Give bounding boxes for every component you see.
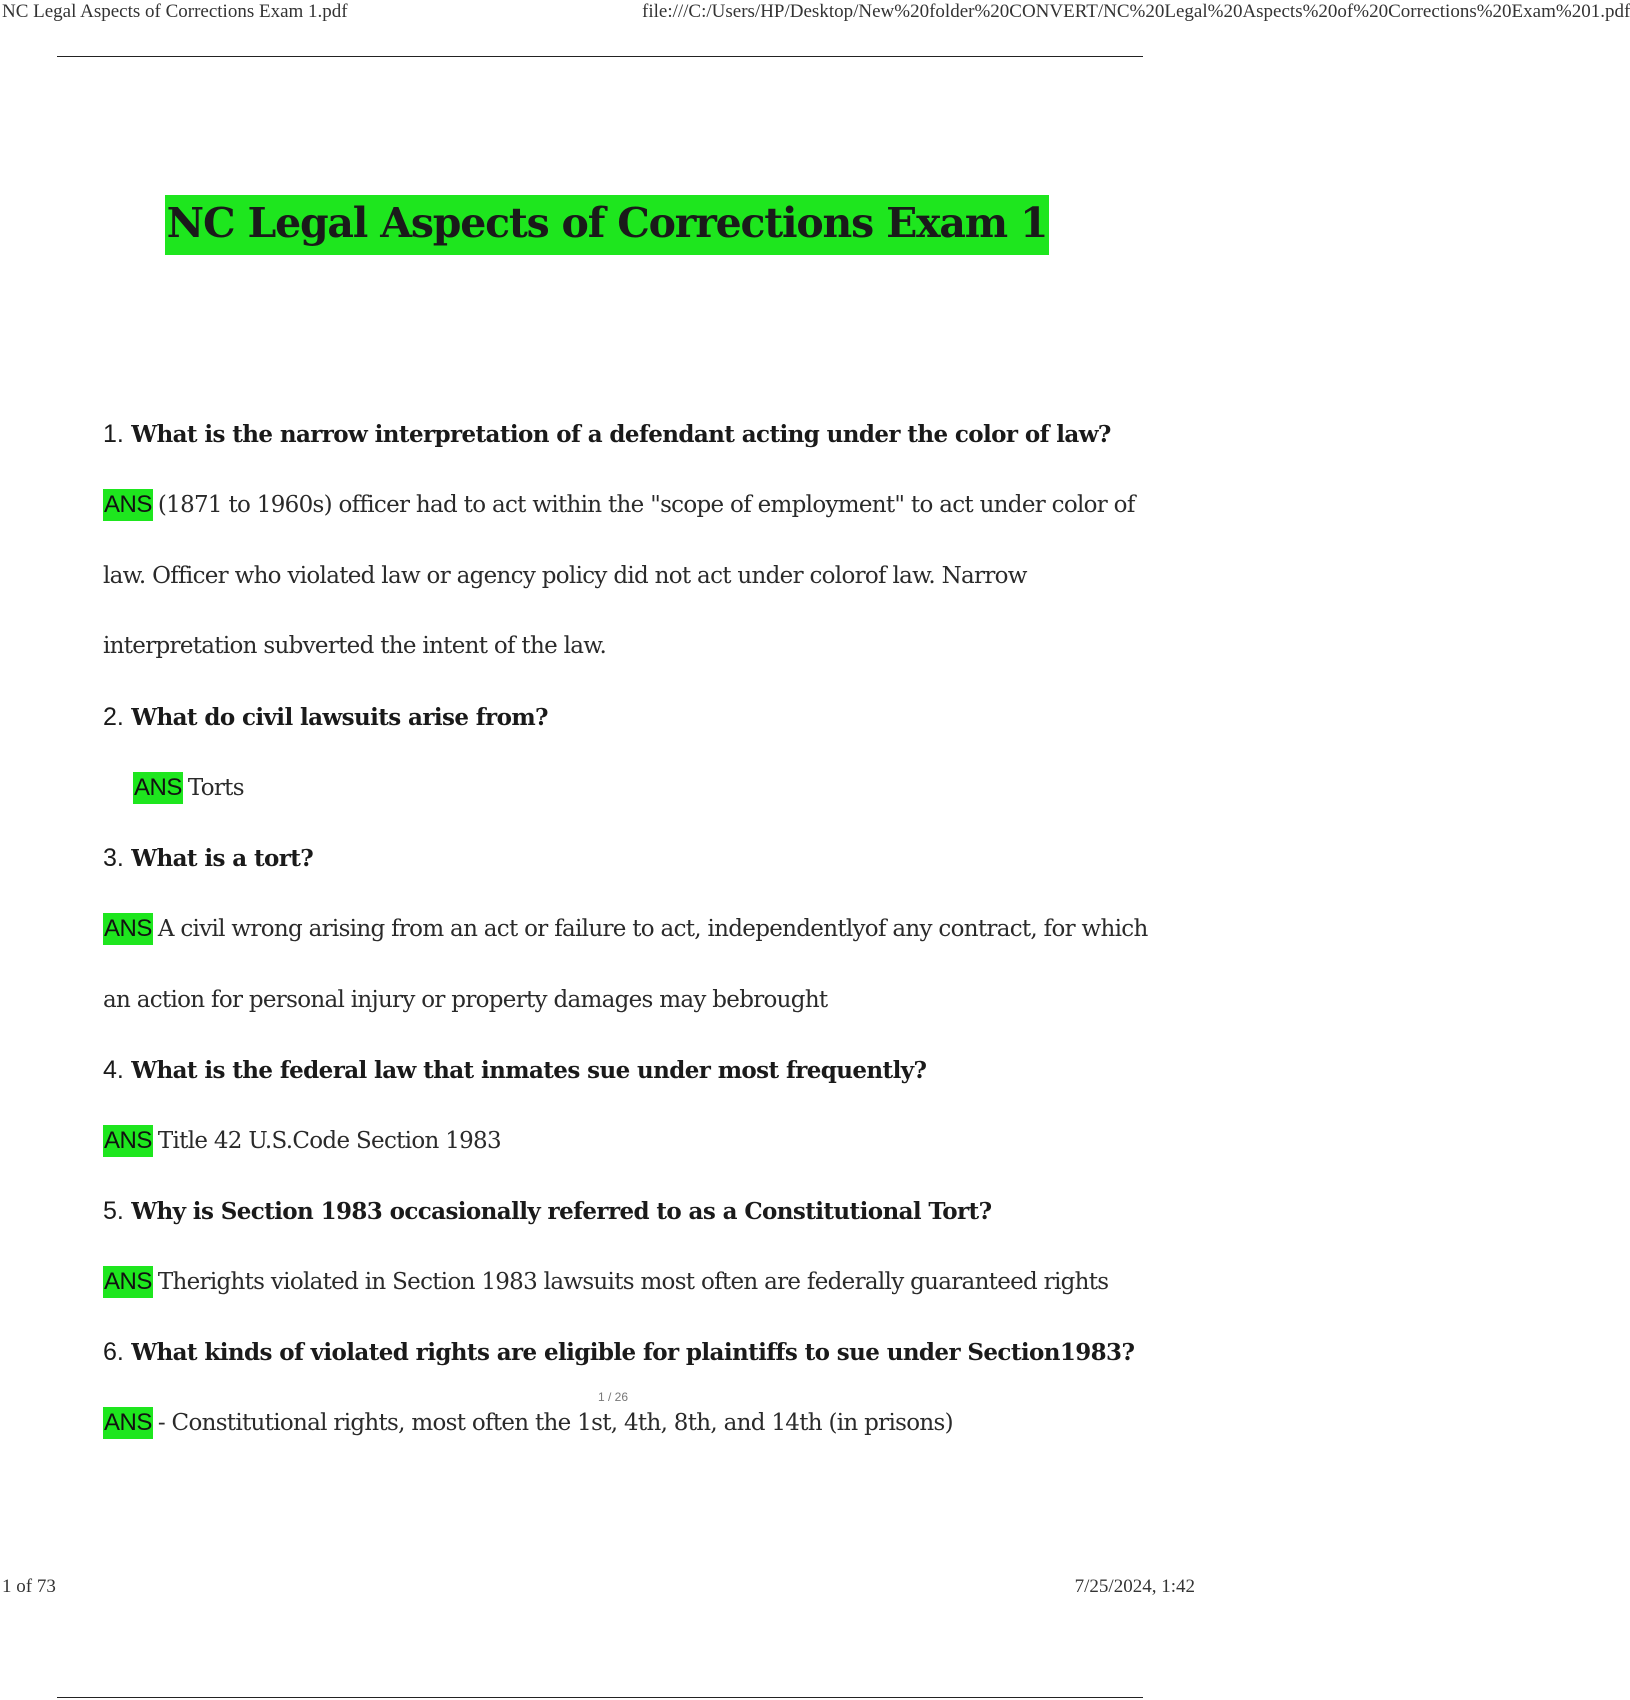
answer-text: Therights violated in Section 1983 lawsuits most often are federally guaranteed rights: [157, 1269, 1109, 1295]
question-number: 3.: [103, 844, 124, 872]
header-divider: [57, 56, 1143, 57]
print-header-title: NC Legal Aspects of Corrections Exam 1.pdf: [2, 1, 348, 22]
answer-2-line-1: [133, 768, 244, 808]
print-header: [0, 0, 1630, 26]
question-number: 2.: [103, 703, 124, 731]
answer-text: - Constitutional rights, most often the 1st, 4th, 8th, and 14th (in prisons): [157, 1410, 953, 1436]
ans-tag: ANS: [103, 489, 153, 521]
question-text: What do civil lawsuits arise from?: [131, 704, 548, 731]
answer-text: A civil wrong arising from an act or failure to act, independentlyof any contract, for which: [157, 916, 1148, 942]
answer-3-line-2: an action for personal injury or property damages may bebrought: [103, 987, 828, 1013]
ans-tag: ANS: [103, 1125, 153, 1157]
print-footer-date: 7/25/2024, 1:42: [1074, 1576, 1195, 1597]
question-5: [103, 1191, 991, 1231]
question-number: 5.: [103, 1197, 124, 1225]
page-number: 1 / 26: [597, 1390, 629, 1404]
question-text: Why is Section 1983 occasionally referred to as a Constitutional Tort?: [131, 1198, 992, 1225]
question-3: [103, 838, 313, 878]
question-2: [103, 697, 548, 737]
question-number: 4.: [103, 1056, 124, 1084]
answer-1-line-3: interpretation subverted the intent of the law.: [103, 633, 607, 659]
ans-tag: ANS: [133, 772, 183, 804]
print-header-url: file:///C:/Users/HP/Desktop/New%20folder%20CONVERT/NC%20Legal%20Aspects%20of%20Corrections%20Exam%201.pdf: [642, 1, 1630, 22]
question-text: What is a tort?: [131, 845, 314, 872]
question-number: 1.: [103, 420, 124, 448]
question-text: What is the narrow interpretation of a defendant acting under the color of law?: [131, 421, 1111, 448]
question-text: What is the federal law that inmates sue under most frequently?: [131, 1057, 927, 1084]
ans-tag: ANS: [103, 1266, 153, 1298]
ans-tag: ANS: [103, 1407, 153, 1439]
question-number: 6.: [103, 1338, 124, 1366]
footer-divider: [57, 1697, 1143, 1698]
document-heading-wrap: [0, 195, 1200, 255]
answer-6-line-1: [103, 1403, 953, 1443]
print-footer-page-count: 1 of 73: [2, 1576, 56, 1597]
question-1: [103, 414, 1111, 454]
answer-text: (1871 to 1960s) officer had to act within the "scope of employment" to act under color of: [157, 492, 1135, 518]
answer-text: Torts: [187, 775, 244, 801]
answer-4-line-1: [103, 1121, 501, 1161]
question-text: What kinds of violated rights are eligible for plaintiffs to sue under Section1983?: [131, 1339, 1135, 1366]
document-heading: NC Legal Aspects of Corrections Exam 1: [165, 195, 1050, 255]
answer-3-line-1: [103, 909, 1148, 949]
document-page: [0, 58, 1200, 1696]
answer-text: Title 42 U.S.Code Section 1983: [157, 1128, 501, 1154]
ans-tag: ANS: [103, 913, 153, 945]
answer-5-line-1: [103, 1262, 1108, 1302]
question-4: [103, 1050, 926, 1090]
answer-1-line-1: [103, 485, 1135, 525]
question-6: [103, 1332, 1134, 1372]
answer-1-line-2: law. Officer who violated law or agency policy did not act under colorof law. Narrow: [103, 563, 1027, 589]
